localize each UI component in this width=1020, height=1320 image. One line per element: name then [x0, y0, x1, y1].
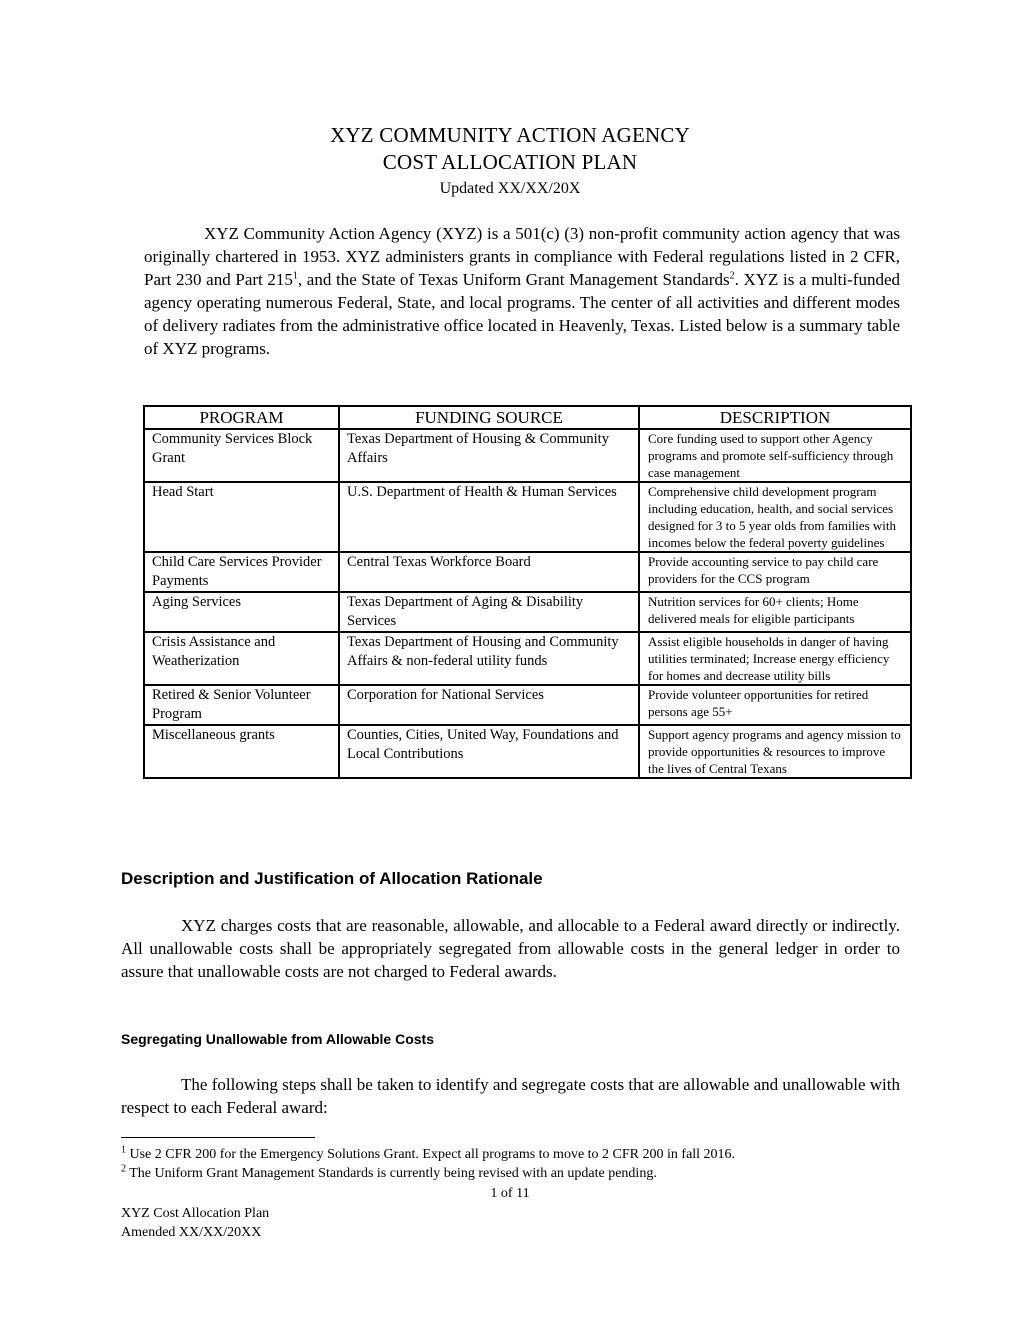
section-heading-segregating-costs: Segregating Unallowable from Allowable Costs [121, 1031, 434, 1047]
table-header-row [144, 406, 911, 429]
description-cell: Comprehensive child development program including education, health, and social services designed for 3 to 5 year olds from families with incomes below the federal poverty guidelines [639, 482, 911, 552]
program-cell: Community Services Block Grant [144, 429, 339, 482]
updated-date: Updated XX/XX/20X [439, 180, 581, 197]
footer-amended-date: Amended XX/XX/20XX [121, 1225, 262, 1240]
allocation-rationale-paragraph [121, 914, 900, 983]
column-header-description: DESCRIPTION [639, 406, 911, 429]
section-heading-allocation-rationale: Description and Justification of Allocation Rationale [121, 869, 543, 888]
table-row [144, 632, 911, 685]
funding-cell: Texas Department of Housing & Community Affairs [339, 429, 639, 482]
segregating-costs-paragraph [121, 1073, 900, 1119]
agency-title: XYZ COMMUNITY ACTION AGENCY [330, 123, 690, 147]
footnote-mark-1: 1 [121, 1144, 126, 1156]
funding-cell: Central Texas Workforce Board [339, 552, 639, 592]
column-header-funding-source: FUNDING SOURCE [339, 406, 639, 429]
footnote-ref-2[interactable]: 2 [729, 270, 735, 282]
page-footer [121, 1204, 269, 1242]
funding-cell: Corporation for National Services [339, 685, 639, 725]
footer-doc-title: XYZ Cost Allocation Plan [121, 1206, 270, 1221]
plan-title: COST ALLOCATION PLAN [382, 150, 638, 174]
program-cell: Aging Services [144, 592, 339, 632]
funding-cell: Counties, Cities, United Way, Foundations and Local Contributions [339, 725, 639, 778]
table-row [144, 482, 911, 552]
description-cell: Assist eligible households in danger of having utilities terminated; Increase energy efficiency for homes and decrease utility bills [639, 632, 911, 685]
table-row [144, 429, 911, 482]
table-row [144, 725, 911, 778]
page-number: 1 of 11 [490, 1186, 530, 1201]
funding-cell: Texas Department of Aging & Disability Services [339, 592, 639, 632]
funding-cell: U.S. Department of Health & Human Services [339, 482, 639, 552]
program-cell: Retired & Senior Volunteer Program [144, 685, 339, 725]
footnote-ref-1[interactable]: 1 [292, 270, 298, 282]
footnote-1 [121, 1145, 921, 1164]
description-cell: Provide volunteer opportunities for retired persons age 55+ [639, 685, 911, 725]
table-row [144, 685, 911, 725]
intro-text-1: XYZ Community Action Agency (XYZ) is a 501(c) (3) non-profit community action agency that was originally chartered in 1953. XYZ administers grants in compliance with Federal regulations listed in 2 CFR, Part 230 and Part 215 [144, 224, 900, 289]
segregating-costs-text: The following steps shall be taken to identify and segregate costs that are allowable and unallowable with respect to each Federal award: [121, 1075, 900, 1117]
program-cell: Crisis Assistance and Weatherization [144, 632, 339, 685]
footnote-separator [121, 1137, 315, 1138]
intro-text-3: . XYZ is a multi-funded agency operating numerous Federal, State, and local programs. The center of all activities and different modes of delivery radiates from the administrative office located in Heavenly, Texas. Listed below is a summary table of XYZ programs. [144, 270, 900, 358]
program-cell: Head Start [144, 482, 339, 552]
programs-table [143, 405, 912, 779]
funding-cell: Texas Department of Housing and Community Affairs & non-federal utility funds [339, 632, 639, 685]
description-cell: Core funding used to support other Agency programs and promote self-sufficiency through case management [639, 429, 911, 482]
table-row [144, 552, 911, 592]
description-cell: Provide accounting service to pay child care providers for the CCS program [639, 552, 911, 592]
column-header-program: PROGRAM [144, 406, 339, 429]
title-block [0, 122, 1020, 200]
footnote-mark-2: 2 [121, 1163, 126, 1175]
description-cell: Nutrition services for 60+ clients; Home delivered meals for eligible participants [639, 592, 911, 632]
program-cell: Miscellaneous grants [144, 725, 339, 778]
footnote-text-1: Use 2 CFR 200 for the Emergency Solutions Grant. Expect all programs to move to 2 CFR 200 in fall 2016. [126, 1147, 736, 1162]
allocation-rationale-text: XYZ charges costs that are reasonable, allowable, and allocable to a Federal award directly or indirectly. All unallowable costs shall be appropriately segregated from allowable costs in the general ledger in order to assure that unallowable costs are not charged to Federal awards. [121, 916, 900, 981]
program-cell: Child Care Services Provider Payments [144, 552, 339, 592]
intro-text-2: , and the State of Texas Uniform Grant Management Standards [297, 270, 730, 289]
description-cell: Support agency programs and agency mission to provide opportunities & resources to improve the lives of Central Texans [639, 725, 911, 778]
footnote-2 [121, 1164, 921, 1183]
footnote-text-2: The Uniform Grant Management Standards is currently being revised with an update pending. [126, 1166, 657, 1181]
footnotes [121, 1145, 921, 1183]
intro-paragraph [144, 222, 900, 360]
table-row [144, 592, 911, 632]
